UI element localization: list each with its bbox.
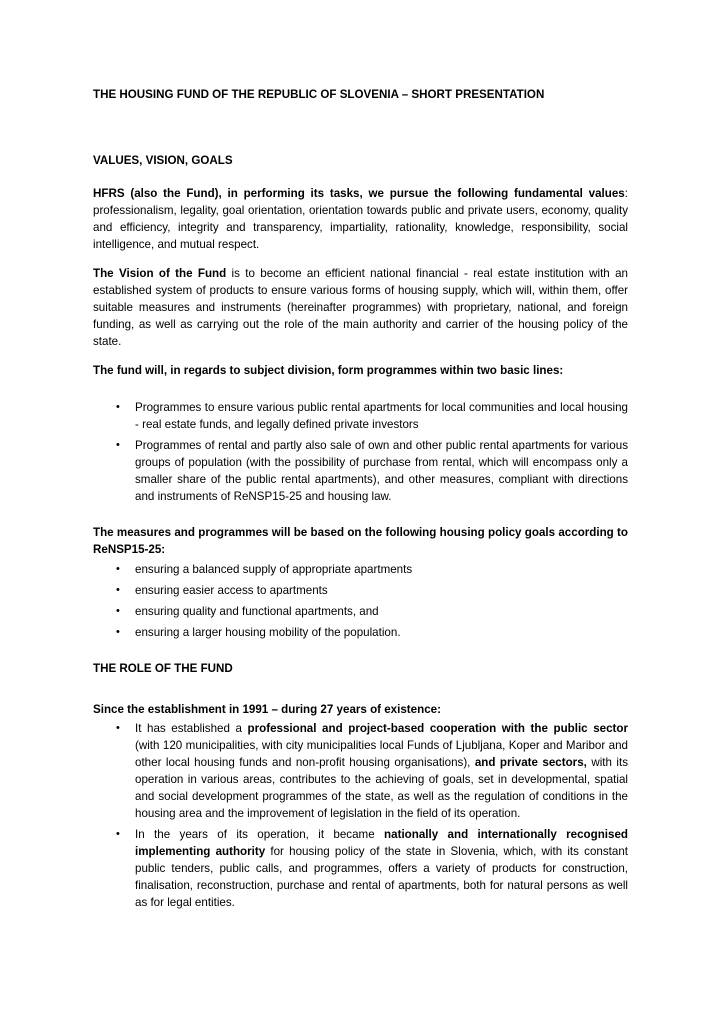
document-title: THE HOUSING FUND OF THE REPUBLIC OF SLOVENIA – SHORT PRESENTATION — [93, 88, 545, 101]
bullet-icon: • — [116, 401, 120, 413]
values-vision-goals-heading: VALUES, VISION, GOALS — [93, 154, 233, 167]
bullet-icon: • — [116, 584, 120, 596]
values-paragraph — [93, 185, 628, 253]
list-item: • ensuring easier access to apartments — [116, 584, 328, 597]
housing-goals-list — [114, 561, 628, 641]
values-text: : professionalism, legality, goal orientation, orientation towards public and private users, economy, quality and efficiency, integrity and transparency, impartiality, rationality, knowledge, responsibility, social intelligence, and mutual respect. — [93, 187, 628, 251]
list-item: • Programmes of rental and partly also sale of own and other public rental apartments for various groups of population (with the possibility of purchase from rental, which will encompass only a smaller share of the public rental apartments), and other measures, compliant with directions and instruments of ReNSP15-25 and housing law. — [116, 439, 628, 503]
bullet-icon: • — [116, 828, 120, 840]
list-item: • ensuring a larger housing mobility of the population. — [116, 626, 401, 639]
vision-text: is to become an efficient national financial - real estate institution with an established system of products to ensure various forms of housing supply, which will, within them, offer suitable measures and instruments (hereinafter programmes) with proprietary, national, and foreign funding, as well as carrying out the role of the main authority and carrier of the housing policy of the state. — [93, 267, 628, 348]
vision-lead: The Vision of the Fund — [93, 267, 227, 280]
bullet-icon: • — [116, 605, 120, 617]
bullet-icon: • — [116, 722, 120, 734]
list-item: • Programmes to ensure various public rental apartments for local communities and local housing - real estate funds, and legally defined private investors — [116, 401, 628, 431]
programme-lines-list — [114, 399, 628, 505]
vision-paragraph — [93, 265, 628, 350]
programme-lines-heading: The fund will, in regards to subject division, form programmes within two basic lines: — [93, 364, 564, 377]
list-item: • ensuring quality and functional apartments, and — [116, 605, 379, 618]
role-of-fund-heading: THE ROLE OF THE FUND — [93, 662, 233, 675]
list-item: • In the years of its operation, it became nationally and internationally recognised implementing authority for housing policy of the state in Slovenia, which, with its constant public tenders, public calls, and programmes, offers a variety of products for construction, finalisation, reconstruction, purchase and rental of apartments, both for natural persons as well as for legal entities. — [116, 828, 628, 909]
bullet-icon: • — [116, 626, 120, 638]
bullet-icon: • — [116, 439, 120, 451]
list-item: • ensuring a balanced supply of appropriate apartments — [116, 563, 413, 576]
values-lead: HFRS (also the Fund), in performing its tasks, we pursue the following fundamental values — [93, 187, 625, 200]
bullet-icon: • — [116, 563, 120, 575]
housing-goals-heading: The measures and programmes will be based on the following housing policy goals according to ReNSP15-25: — [93, 526, 628, 556]
role-list — [114, 720, 628, 911]
list-item: • It has established a professional and project-based cooperation with the public sector (with 120 municipalities, with city municipalities local Funds of Ljubljana, Koper and Maribor and other local housing funds and non-profit housing organisations), and private sectors, with its operation in various areas, contributes to the achieving of goals, set in developmental, spatial and social development programmes of the state, as well as the regulation of conditions in the housing area and the improvement of legislation in the field of its operation. — [116, 722, 628, 820]
establishment-subheading: Since the establishment in 1991 – during 27 years of existence: — [93, 703, 441, 716]
